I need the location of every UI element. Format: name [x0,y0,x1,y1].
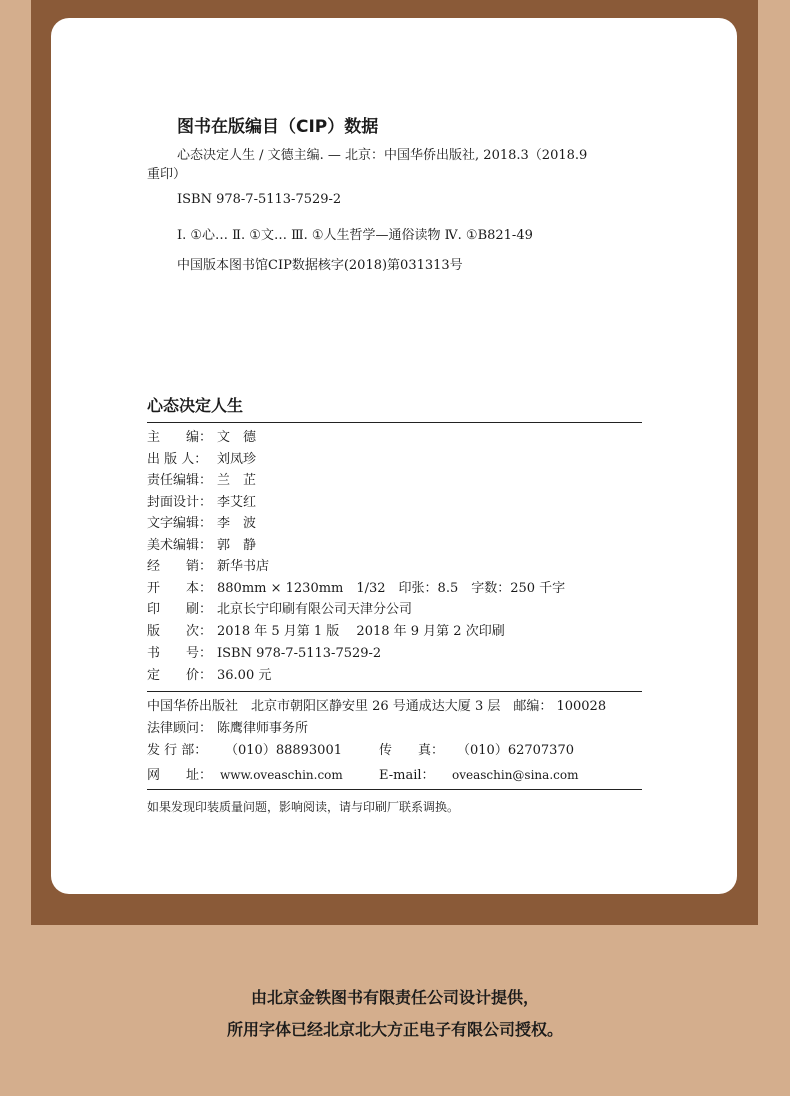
credit-value: 880mm × 1230mm 1/32 印张：8.5 字数：250 千字 [217,581,566,596]
divider-bottom [147,789,642,790]
credit-value: 李艾红 [217,495,257,510]
credit-row [147,537,256,555]
credit-label: 印 刷： [147,602,213,617]
divider-middle [147,691,642,692]
credit-row [147,645,381,663]
credit-value: ISBN 978-7-5113-7529-2 [217,646,382,661]
divider-top [147,422,642,423]
email-label: E-mail： [379,768,435,783]
cip-record-number: 中国版本图书馆CIP数据核字(2018)第031313号 [177,258,463,273]
credit-label: 封面设计： [147,495,213,510]
footer-credit-line2: 所用字体已经北京北大方正电子有限公司授权。 [226,1020,563,1039]
email-link[interactable]: oveaschin@sina.com [452,768,579,782]
legal-advisor-row [147,720,308,738]
contact-row [147,742,574,760]
fax-number: （010）62707370 [457,743,574,758]
credit-value: 36.00 元 [217,668,272,683]
credit-label: 责任编辑： [147,473,213,488]
cip-entry-continuation: 重印） [147,167,187,182]
credit-row [147,601,412,619]
credit-label: 美术编辑： [147,538,213,553]
cip-entry-line: 心态决定人生 / 文德主编. — 北京：中国华侨出版社, 2018.3（2018.9 [177,148,588,163]
dept-phone: （010）88893001 [225,743,342,758]
credit-value: 刘凤珍 [217,452,257,467]
cip-isbn: ISBN 978-7-5113-7529-2 [177,192,342,207]
website-link[interactable]: www.oveaschin.com [220,768,343,782]
legal-label: 法律顾问： [147,721,213,736]
legal-value: 陈鹰律师事务所 [217,721,309,736]
web-label: 网 址： [147,768,213,783]
credit-row [147,451,256,469]
publisher-address: 中国华侨出版社 北京市朝阳区静安里 26 号通成达大厦 3 层 邮编： 100028 [147,699,607,714]
credit-label: 经 销： [147,559,213,574]
credit-value: 新华书店 [217,559,270,574]
credit-row [147,558,269,576]
credit-row [147,429,256,447]
cip-title: 图书在版编目（CIP）数据 [177,117,379,137]
credit-label: 文字编辑： [147,516,213,531]
book-title: 心态决定人生 [147,396,244,415]
dept-label: 发 行 部： [147,743,208,758]
credit-label: 主 编： [147,430,213,445]
credit-value: 李 波 [217,516,257,531]
credit-value: 兰 芷 [217,473,257,488]
credit-row [147,623,505,641]
cip-classification: Ⅰ. ①心… Ⅱ. ①文… Ⅲ. ①人生哲学—通俗读物 Ⅳ. ①B821-49 [177,228,533,243]
credit-value: 文 德 [217,430,257,445]
credit-label: 版 次： [147,624,213,639]
credit-label: 定 价： [147,668,213,683]
credit-label: 开 本： [147,581,213,596]
credit-row [147,515,256,533]
credit-label: 出 版 人： [147,452,208,467]
web-row [147,766,578,785]
credit-row [147,580,565,598]
credit-value: 北京长宁印刷有限公司天津分公司 [217,602,413,617]
credit-value: 郭 静 [217,538,257,553]
credit-row [147,667,271,685]
credit-label: 书 号： [147,646,213,661]
credit-row [147,494,256,512]
credit-row [147,472,256,490]
credit-value: 2018 年 5 月第 1 版 2018 年 9 月第 2 次印刷 [217,624,505,639]
fax-label: 传 真： [379,743,445,758]
quality-notice: 如果发现印装质量问题，影响阅读，请与印刷厂联系调换。 [147,800,460,814]
footer-credit-line1: 由北京金铁图书有限责任公司设计提供， [250,988,539,1007]
